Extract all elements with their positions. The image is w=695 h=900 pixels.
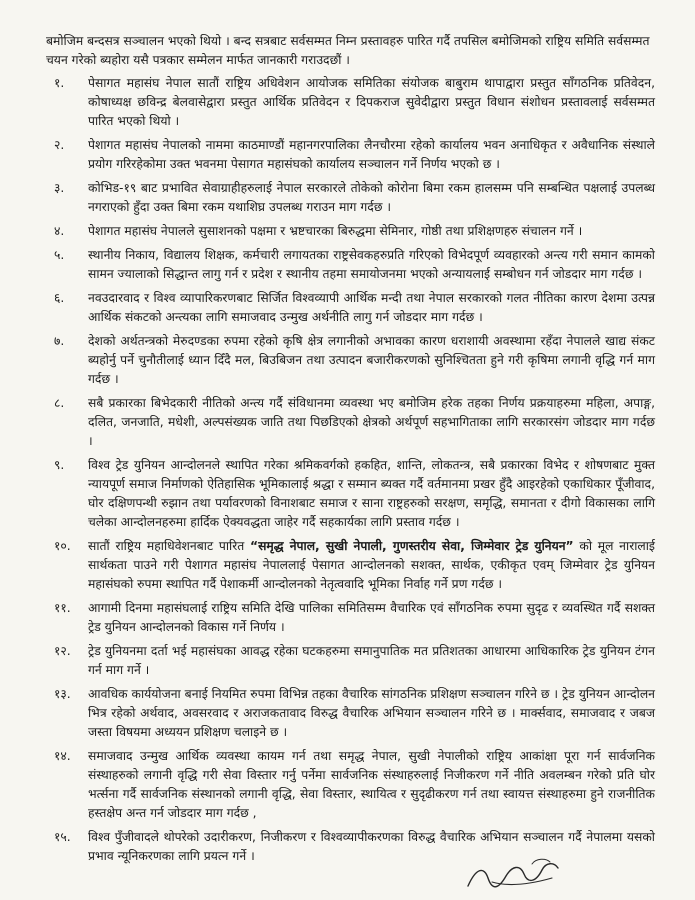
item-number: १३. <box>54 687 71 701</box>
item-number: ७. <box>54 334 65 348</box>
item-text: समाजवाद उन्मुख आर्थिक व्यवस्था कायम गर्न तथा समृद्ध नेपाल, सुखी नेपालीको राष्ट्रिय आकांक्षा पूरा गर्न सार्वजनिक संस्थाहरुको लगानी वृद्धि गरी सेवा विस्तार गर्नु पर्नेमा सार्वजनिक संस्थाहरुलाई निजीकरण गर्ने नीति अवलम्बन गरेको प्रति घोर भर्त्सना गर्दै सार्वजनिक संस्थानको लगानी वृद्धि, सेवा विस्तार, स्थायित्व र सुदृढीकरण गर्न तथा स्वायत्त संस्थाहरुमा हुने राजनीतिक हस्तक्षेप अन्त गर्न जोडदार माग गर्दछ , <box>88 749 655 820</box>
item-text: पेशागत महासंघ नेपालले सुसाशनको पक्षमा र भ्रष्टचारका बिरुद्धमा सेमिनार, गोष्ठी तथा प्रशिक्षणहरु संचालन गर्ने । <box>88 224 583 238</box>
item-text: विश्व ट्रेड युनियन आन्दोलनले स्थापित गरेका श्रमिकवर्गको हकहित, शान्ति, लोकतन्त्र, सबै प्रकारका विभेद र शोषणबाट मुक्त न्यायपूर्ण समाज निर्माणको ऐतिहासिक भूमिकालाई श्रद्धा र सम्मान ब्यक्त गर्दै वर्तमानमा प्रखर हुँदै आइरहेको एकाधिकार पूँजीवाद, घोर दक्षिणपन्थी रुझान तथा पर्यावरणको विनाशबाट समाज र साना राष्ट्रहरुको सरक्षण, समृद्धि, समानता र दीगो विकासका लागि चलेका आन्दोलनहरुमा हार्दिक ऐक्यवद्धता जाहेर गर्दै सहकार्यका लागि प्रस्ताव गर्दछ । <box>88 458 655 529</box>
item-text: पेसागत महासंघ नेपाल सातौं राष्ट्रिय अधिवेशन आयोजक समितिका संयोजक बाबुराम थापाद्वारा प्रस्तुत साँगठनिक प्रतिवेदन, कोषाध्यक्ष छविन्द्र बेलवासेद्वारा प्रस्तुत आर्थिक प्रतिवेदन र दिपकराज सुवेदीद्वारा प्रस्तुत विधान संशोधन प्रस्तावलाई सर्वसम्मत पारित भएको थियो । <box>88 76 655 128</box>
item-text: कोभिड-१९ बाट प्रभावित सेवाग्राहीहरुलाई नेपाल सरकारले तोकेको कोरोना बिमा रकम हालसम्म पनि सम्बन्धित पक्षलाई उपलब्ध नगराएको हुँदा उक्त बिमा रकम यथाशिघ्र उपलब्ध गराउन माग गर्दछ । <box>88 181 655 214</box>
item-number: ९. <box>54 458 65 472</box>
list-item <box>46 747 655 823</box>
item-number: १०. <box>54 539 71 553</box>
item-number: १२. <box>54 644 71 658</box>
resolution-list <box>46 74 655 866</box>
list-item <box>46 246 655 284</box>
item-text <box>88 537 655 594</box>
item-text: आगामी दिनमा महासंघलाई राष्ट्रिय समिति देखि पालिका समितिसम्म वैचारिक एवं साँगठनिक रुपमा सुदृढ र व्यवस्थित गर्दै सशक्त ट्रेड युनियन आन्दोलनको विकास गर्ने निर्णय । <box>88 601 655 634</box>
item-text: सबै प्रकारका बिभेदकारी नीतिको अन्त्य गर्दै संविधानमा व्यवस्था भए बमोजिम हरेक तहका निर्णय प्रक्रयाहरुमा महिला, अपाङ्ग, दलित, जनजाति, मधेशी, अल्पसंख्यक जाति तथा पिछडिएको क्षेत्रको अर्थपूर्ण सहभागिताका लागि सरकारसंग जोडदार माग गर्दछ । <box>88 396 655 448</box>
item-text-before: सातौं राष्ट्रिय महाधिवेशनबाट पारित <box>88 539 251 553</box>
list-item <box>46 599 655 637</box>
item-number: १५. <box>54 830 71 844</box>
item-text: आवधिक कार्ययोजना बनाई नियमित रुपमा विभिन्न तहका वैचारिक सांगठनिक प्रशिक्षण सञ्चालन गरिने छ । ट्रेड युनियन आन्दोलन भित्र रहेको अर्थवाद, अवसरवाद र अराजकतावाद विरुद्ध वैचारिक अभियान सञ्चालन गरिने छ । मार्क्सवाद, समाजवाद र जबज जस्ता विषयमा अध्ययन प्रशिक्षण चलाइने छ । <box>88 687 655 739</box>
list-item <box>46 394 655 451</box>
item-number: १. <box>54 76 65 90</box>
intro-paragraph: बमोजिम बन्दसत्र सञ्चालन भएको थियो । बन्द सत्रबाट सर्वसम्मत निम्न प्रस्तावहरु पारित गर्दै तपसिल बमोजिमको राष्ट्रिय समिति सर्वसम्मत चयन गरेको ब्यहोरा यसै पत्रकार सम्मेलन मार्फत जानकारी गराउदछौं । <box>46 34 650 67</box>
signature <box>462 856 572 896</box>
list-item <box>46 332 655 389</box>
item-text: देशको अर्थतन्त्रको मेरुदण्डका रुपमा रहेको कृषि क्षेत्र लगानीको अभावका कारण धराशायी अवस्थामा रहँदा नेपालले खाद्य संकट ब्यहोर्नु पर्ने चुनौतीलाई ध्यान दिँदै मल, बिउबिजन तथा उत्पादन बजारीकरणको सुनिश्चितता हुने गरी कृषिमा लगानी वृद्धि गर्न माग गर्दछ । <box>88 334 655 386</box>
item-number: ५. <box>54 248 65 262</box>
item-number: ६. <box>54 291 65 305</box>
item-text: स्थानीय निकाय, विद्यालय शिक्षक, कर्मचारी लगायतका राष्ट्रसेवकहरुप्रति गरिएको विभेदपूर्ण व्यवहारको अन्त्य गरी समान कामको सामन ज्यालाको सिद्धान्त लागु गर्न र प्रदेश र स्थानीय तहमा समायोजनमा भएको अन्यायलाई सम्बोधन गर्न जोडदार माग गर्दछ । <box>88 248 655 281</box>
list-item <box>46 179 655 217</box>
item-number: ११. <box>54 601 71 615</box>
list-item <box>46 642 655 680</box>
signature-scribble <box>462 856 572 896</box>
item-number: ३. <box>54 181 65 195</box>
list-item <box>46 136 655 174</box>
slogan-text: “समृद्ध नेपाल, सुखी नेपाली, गुणस्तरीय सेवा, जिम्मेवार ट्रेड युनियन” <box>250 539 574 553</box>
list-item <box>46 289 655 327</box>
item-number: १४. <box>54 749 71 763</box>
list-item <box>46 537 655 594</box>
item-number: २. <box>54 138 65 152</box>
item-text: विश्व पुँजीवादले थोपरेको उदारीकरण, निजीकरण र विश्वव्यापीकरणका विरुद्ध वैचारिक अभियान सञ्चालन गर्दै नेपालमा यसको प्रभाव न्यूनिकरणका लागि प्रयत्न गर्ने । <box>88 830 655 863</box>
list-item <box>46 456 655 532</box>
list-item <box>46 222 655 241</box>
item-number: ८. <box>54 396 65 410</box>
list-item <box>46 685 655 742</box>
item-text: पेशागत महासंघ नेपालको नाममा काठमाण्डौं महानगरपालिका लैनचौरमा रहेको कार्यालय भवन अनाधिकृत र अवैधानिक संस्थाले प्रयोग गरिरहेकोमा उक्त भवनमा पेसागत महासंघको कार्यालय सञ्चालन गर्ने निर्णय भएको छ । <box>88 138 655 171</box>
item-number: ४. <box>54 224 65 238</box>
list-item <box>46 74 655 131</box>
item-text: नवउदारवाद र विश्व व्यापारिकरणबाट सिर्जित विश्वव्यापी आर्थिक मन्दी तथा नेपाल सरकारको गलत नीतिका कारण देशमा उत्पन्न आर्थिक संकटको अन्त्यका लागि समाजवाद उन्मुख अर्थनीति लागु गर्न जोडदार माग गर्दछ । <box>88 291 655 324</box>
item-text-after: को मूल नारालाई सार्थकता पाउने गरी पेशागत महासंघ नेपाललाई पेसागत आन्दोलनको सशक्त, सार्थक, एकीकृत एवम् जिम्मेवार ट्रेड युनियन महासंघको रुपमा स्थापित गर्दै पेशाकर्मी आन्दोलनको नेतृत्ववादि भूमिका निर्वाह गर्ने प्रण गर्दछ । <box>88 539 655 591</box>
item-text: ट्रेड युनियनमा दर्ता भई महासंघका आवद्ध रहेका घटकहरुमा समानुपातिक मत प्रतिशतका आधारमा आधिकारिक ट्रेड युनियन टंगन गर्न माग गर्ने । <box>88 644 655 677</box>
